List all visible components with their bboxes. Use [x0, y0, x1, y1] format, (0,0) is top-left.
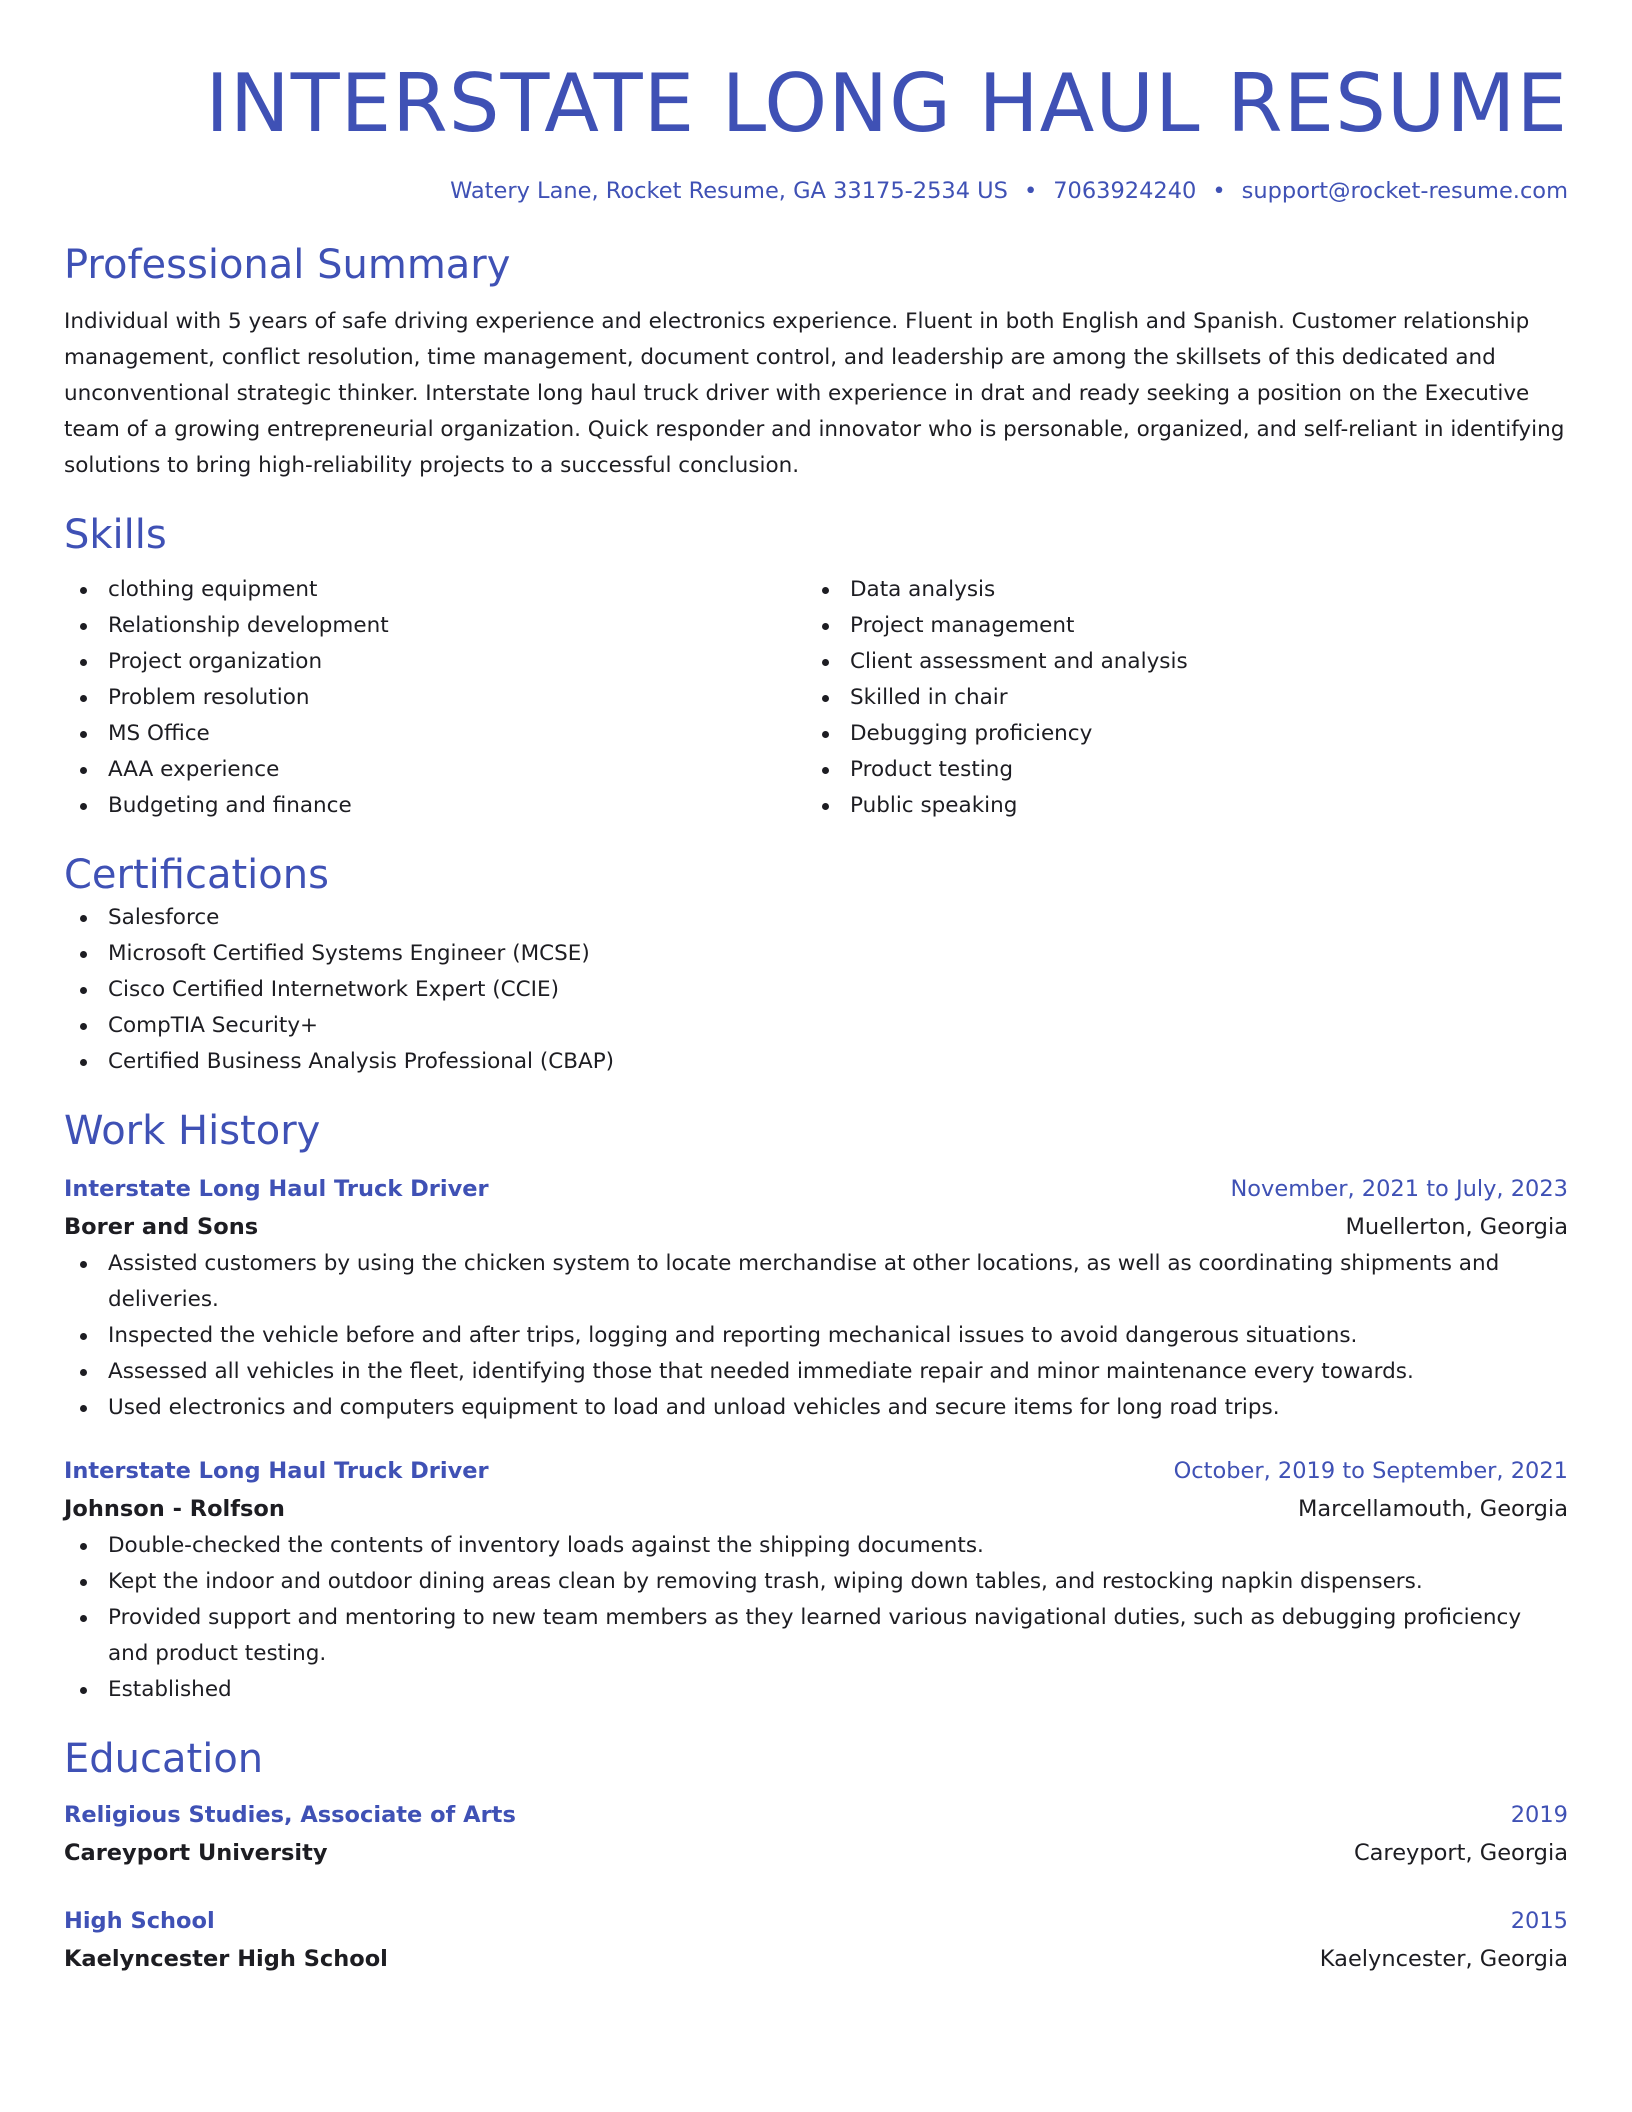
- job-title: Interstate Long Haul Truck Driver: [64, 1176, 489, 1202]
- job-company: Johnson - Rolfson: [64, 1496, 285, 1522]
- certifications-list: [64, 900, 1568, 1080]
- job-bullet: Assessed all vehicles in the fleet, identifying those that needed immediate repair and minor maintenance every towards.: [64, 1354, 1568, 1390]
- education-degree: Religious Studies, Associate of Arts: [64, 1802, 516, 1828]
- resume-header: [64, 0, 1568, 206]
- section-title-education: Education: [64, 1736, 264, 1782]
- job-header-row: [64, 1170, 1568, 1208]
- education-school-row: [64, 1834, 1568, 1872]
- job-company-row: [64, 1208, 1568, 1246]
- job-bullet: Double-checked the contents of inventory loads against the shipping documents.: [64, 1528, 1568, 1564]
- skills-section: [64, 510, 1568, 824]
- job-company-row: [64, 1490, 1568, 1528]
- skills-grid: [64, 572, 1568, 824]
- skill-item: Skilled in chair: [806, 680, 1548, 716]
- skill-item: Public speaking: [806, 788, 1548, 824]
- skills-list-right: [806, 572, 1548, 824]
- contact-email: support@rocket-resume.com: [1241, 178, 1568, 204]
- skill-item: AAA experience: [64, 752, 806, 788]
- professional-summary-section: [64, 240, 1568, 484]
- certification-item: Cisco Certified Internetwork Expert (CCIE): [64, 972, 1568, 1008]
- education-school: Careyport University: [64, 1840, 328, 1866]
- certification-item: Microsoft Certified Systems Engineer (MCSE): [64, 936, 1568, 972]
- certifications-section: [64, 850, 1568, 1080]
- section-title-skills: Skills: [64, 512, 167, 558]
- job-dates: November, 2021 to July, 2023: [1230, 1176, 1568, 1202]
- certification-item: Salesforce: [64, 900, 1568, 936]
- education-year: 2015: [1510, 1908, 1568, 1934]
- job-entry: [64, 1452, 1568, 1708]
- education-header-row: [64, 1902, 1568, 1940]
- job-bullet: Inspected the vehicle before and after trips, logging and reporting mechanical issues to avoid dangerous situations.: [64, 1318, 1568, 1354]
- job-bullet: Established: [64, 1672, 1568, 1708]
- skills-list-left: [64, 572, 806, 824]
- job-dates: October, 2019 to September, 2021: [1173, 1458, 1568, 1484]
- job-bullet: Kept the indoor and outdoor dining areas clean by removing trash, wiping down tables, and restocking napkin dispensers.: [64, 1564, 1568, 1600]
- skill-item: Budgeting and finance: [64, 788, 806, 824]
- skills-column-left: [64, 572, 806, 824]
- summary-text: Individual with 5 years of safe driving experience and electronics experience. Fluent in both English and Spanish. Customer relationship management, conflict resolution, time management, document control, and leadership are among the skillsets of this dedicated and unconventional strategic thinker. Interstate long haul truck driver with experience in drat and ready seeking a position on the Executive team of a growing entrepreneurial organization. Quick responder and innovator who is personable, organized, and self-reliant in identifying solutions to bring high-reliability projects to a successful conclusion.: [64, 309, 1565, 478]
- education-header-row: [64, 1796, 1568, 1834]
- job-bullets: [64, 1246, 1568, 1426]
- section-title-work-history: Work History: [64, 1108, 321, 1154]
- contact-phone: 7063924240: [1053, 178, 1197, 204]
- job-location: Marcellamouth, Georgia: [1297, 1496, 1568, 1522]
- certification-item: CompTIA Security+: [64, 1008, 1568, 1044]
- skill-item: Product testing: [806, 752, 1548, 788]
- section-title-certifications: Certifications: [64, 852, 329, 898]
- job-location: Muellerton, Georgia: [1345, 1214, 1568, 1240]
- skill-item: Relationship development: [64, 608, 806, 644]
- skill-item: Data analysis: [806, 572, 1548, 608]
- skill-item: Client assessment and analysis: [806, 644, 1548, 680]
- work-history-section: [64, 1106, 1568, 1708]
- education-location: Careyport, Georgia: [1353, 1840, 1568, 1866]
- job-entry: [64, 1170, 1568, 1426]
- resume-name: INTERSTATE LONG HAUL RESUME: [205, 57, 1568, 150]
- skill-item: Project organization: [64, 644, 806, 680]
- job-bullets: [64, 1528, 1568, 1708]
- education-school-row: [64, 1940, 1568, 1978]
- skill-item: clothing equipment: [64, 572, 806, 608]
- contact-line: [64, 176, 1568, 206]
- contact-address: Watery Lane, Rocket Resume, GA 33175-2534 US: [450, 178, 1008, 204]
- education-degree: High School: [64, 1908, 215, 1934]
- education-year: 2019: [1510, 1802, 1568, 1828]
- skill-item: MS Office: [64, 716, 806, 752]
- certification-item: Certified Business Analysis Professional (CBAP): [64, 1044, 1568, 1080]
- job-header-row: [64, 1452, 1568, 1490]
- skill-item: Project management: [806, 608, 1548, 644]
- skill-item: Problem resolution: [64, 680, 806, 716]
- skills-column-right: [806, 572, 1548, 824]
- job-title: Interstate Long Haul Truck Driver: [64, 1458, 489, 1484]
- contact-separator: •: [1212, 178, 1226, 204]
- contact-separator: •: [1023, 178, 1038, 204]
- education-entry: [64, 1796, 1568, 1872]
- skill-item: Debugging proficiency: [806, 716, 1548, 752]
- section-title-summary: Professional Summary: [64, 242, 511, 288]
- job-company: Borer and Sons: [64, 1214, 259, 1240]
- job-bullet: Used electronics and computers equipment to load and unload vehicles and secure items for long road trips.: [64, 1390, 1568, 1426]
- job-bullet: Assisted customers by using the chicken system to locate merchandise at other locations, as well as coordinating shipments and deliveries.: [64, 1246, 1568, 1318]
- job-bullet: Provided support and mentoring to new team members as they learned various navigational duties, such as debugging proficiency and product testing.: [64, 1600, 1568, 1672]
- education-entry: [64, 1902, 1568, 1978]
- education-school: Kaelyncester High School: [64, 1946, 388, 1972]
- education-section: [64, 1734, 1568, 1978]
- education-location: Kaelyncester, Georgia: [1319, 1946, 1568, 1972]
